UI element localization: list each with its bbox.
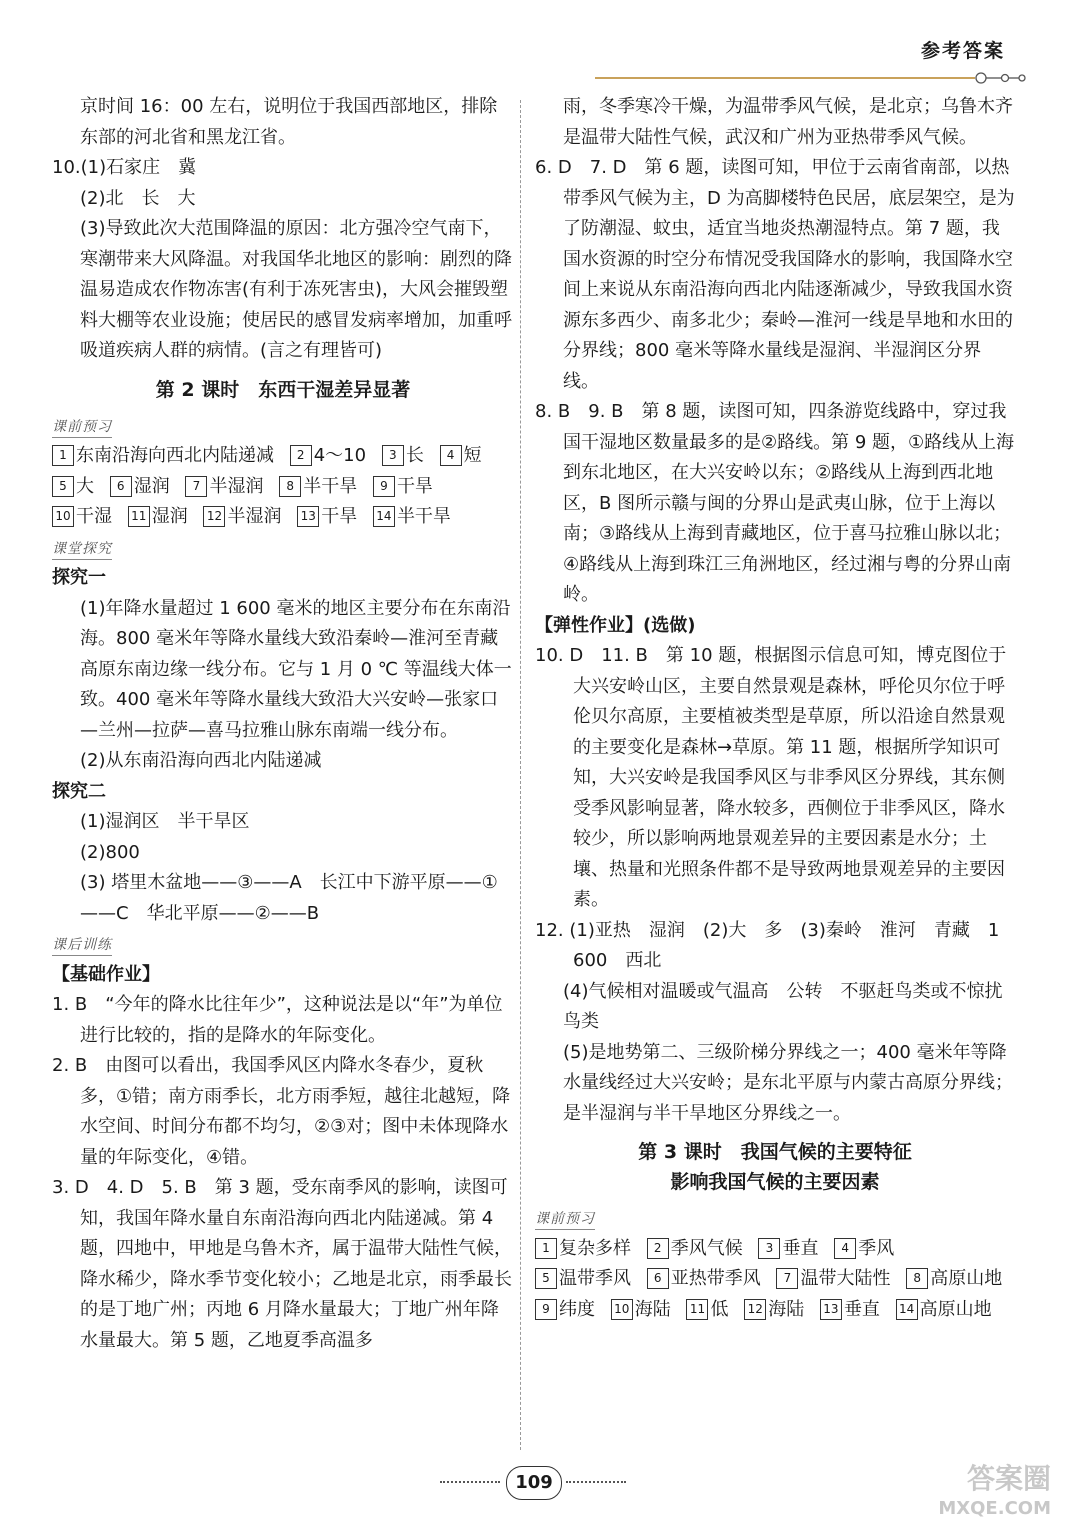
pre-answer-item (535, 1238, 631, 1259)
answer-2: 2. B 由图可以看出，我国季风区内降水冬春少，夏秋多，①错；南方雨季长，北方雨季短，越往北越短，降水空间、时间分布都不均匀，②③对；图中未体现降水量的年际变化，④错。 (52, 1055, 511, 1168)
answer-10-3: (3)导致此次大范围降温的原因：北方强冷空气南下，寒潮带来大风降温。对我国华北地区的影响：剧烈的降温易造成农作物冻害(有利于冻死害虫)，大风会摧毁塑料大棚等农业设施；使居民的感冒发病率增加，加重呼吸道疾病人群的病情。(言之有理皆可) (80, 218, 512, 361)
answer-number-box: 11 (686, 1299, 708, 1320)
explore-1-heading: 探究一 (52, 567, 106, 588)
answer-text: 海陆 (634, 1298, 671, 1320)
pre-answer-item (535, 1299, 595, 1320)
answer-number-box: 14 (373, 506, 395, 527)
answer-text: 纬度 (559, 1298, 595, 1320)
answer-10-2: (2)北 长 大 (80, 187, 196, 209)
answer-1: 1. B “今年的降水比往年少”，这种说法是以“年”为单位进行比较的，指的是降水的年际变化。 (52, 994, 503, 1046)
answer-text: 低 (710, 1298, 729, 1320)
watermark-logo-text: 答案圈 (966, 1462, 1051, 1495)
answer-12-1-3: 12. (1)亚热 湿润 (2)大 多 (3)秦岭 淮河 青藏 1 600 西北 (535, 919, 1000, 971)
tag-pre-class: 课前预习 (52, 417, 112, 438)
answer-number-box: 1 (52, 445, 74, 466)
left-column (52, 92, 514, 1356)
answer-continuation-line2: 东部的河北省和黑龙江省。 (80, 126, 296, 148)
tag-after-class: 课后训练 (52, 935, 112, 956)
tag-in-class: 课堂探究 (52, 539, 112, 560)
answer-text: 东南沿海向西北内陆递减 (76, 445, 274, 466)
answer-text: 4～10 (313, 445, 367, 466)
watermark-url: MXQE.COM (938, 1498, 1051, 1519)
answer-6-7: 6. D 7. D 第 6 题，读图可知，甲位于云南省南部，以热带季风气候为主，D 为高脚楼特色民居，底层架空，是为了防潮湿、蚊虫，适宜当地炎热潮湿特点。第 7 题，我国水资源的时空分布情况受我国降水的影响，我国降水空间上来说从东南沿海向西北内陆逐渐减少，导致我国水资源东多西少、南多北少；秦岭—淮河一线是旱地和水田的分界线；800 毫米等降水量线是湿润、半湿润区分界线。 (535, 157, 1015, 392)
watermark (938, 1464, 1051, 1524)
tag-pre-class-right: 课前预习 (535, 1209, 595, 1230)
answer-number-box: 12 (744, 1299, 766, 1320)
pre-answer-item (279, 476, 357, 497)
pre-answer-item (896, 1299, 992, 1320)
pre-answer-item (110, 476, 170, 497)
pre-answer-item (297, 506, 357, 527)
answer-text: 温带大陆性 (800, 1268, 891, 1289)
section-subtitle-lesson3: 影响我国气候的主要因素 (670, 1171, 880, 1193)
answer-text: 干旱 (396, 475, 433, 497)
section-title-lesson3: 第 3 课时 我国气候的主要特征 (638, 1141, 912, 1163)
pre-answer-item (535, 1268, 631, 1289)
pre-answer-item (373, 476, 433, 497)
pre-answer-item (647, 1238, 743, 1259)
pre-answer-item (290, 445, 366, 466)
answer-number-box: 6 (110, 476, 132, 497)
answer-text: 季风 (858, 1237, 895, 1259)
page-number-dots-left (440, 1481, 500, 1483)
pre-answer-item (128, 506, 188, 527)
explore-1-answer-2: (2)从东南沿海向西北内陆递减 (80, 750, 322, 771)
pre-answer-item (52, 445, 274, 466)
answer-text: 温带季风 (559, 1268, 631, 1289)
answer-text: 长 (405, 445, 424, 466)
answer-number-box: 12 (203, 506, 225, 527)
answer-number-box: 7 (185, 476, 207, 497)
page-number-area (440, 1462, 630, 1502)
header-decoration (595, 72, 1027, 84)
pre-answer-item (647, 1268, 761, 1289)
pre-answer-item (686, 1299, 728, 1320)
answer-10-1: 10.(1)石家庄 冀 (52, 157, 197, 178)
answer-number-box: 7 (776, 1268, 798, 1289)
pre-answer-item (203, 506, 281, 527)
pre-class-answers (52, 441, 514, 533)
answer-number-box: 9 (535, 1299, 557, 1320)
answer-number-box: 10 (611, 1299, 633, 1320)
answer-number-box: 5 (535, 1268, 557, 1289)
answer-text: 大 (76, 475, 94, 497)
answer-text: 高原山地 (919, 1298, 992, 1320)
pre-class-answers-right (535, 1234, 1015, 1326)
explore-2-answer-2: (2)800 (80, 841, 140, 863)
pre-answer-item (776, 1268, 890, 1289)
pre-answer-item (906, 1268, 1002, 1289)
answer-number-box: 13 (820, 1299, 842, 1320)
pre-answer-item (52, 506, 112, 527)
pre-answer-item (185, 476, 263, 497)
answer-text: 半干旱 (396, 506, 451, 527)
header-title: 参考答案 (920, 40, 1005, 62)
pre-answer-item (744, 1299, 804, 1320)
answer-number-box: 2 (290, 445, 312, 466)
page-number-dots-right (566, 1481, 626, 1483)
page-number: 109 (506, 1466, 562, 1500)
answer-number-box: 6 (647, 1268, 669, 1289)
explore-2-answer-3: (3) 塔里木盆地——③——A 长江中下游平原——①——C 华北平原——②——B (80, 872, 498, 924)
section-title-lesson2: 第 2 课时 东西干湿差异显著 (155, 378, 411, 401)
answer-text: 半干旱 (303, 475, 358, 497)
answer-text: 海陆 (768, 1298, 805, 1320)
right-column (535, 92, 1015, 1325)
answer-text: 湿润 (151, 506, 188, 527)
pre-answer-item (820, 1299, 880, 1320)
pre-answer-item (440, 445, 482, 466)
answer-text: 垂直 (843, 1298, 880, 1320)
answer-number-box: 10 (52, 506, 74, 527)
answer-text: 季风气候 (670, 1237, 743, 1259)
answer-text: 高原山地 (930, 1268, 1003, 1289)
answer-text: 亚热带季风 (670, 1268, 761, 1289)
answer-text: 半湿润 (227, 506, 282, 527)
answer-number-box: 2 (647, 1238, 669, 1259)
pre-answer-item (382, 445, 424, 466)
explore-1-answer-1: (1)年降水量超过 1 600 毫米的地区主要分布在东南沿海。800 毫米年等降水量线大致沿秦岭—淮河至青藏高原东南边缘一线分布。它与 1 月 0 ℃ 等温线大体一致。400 毫米年等降水量线大致沿大兴安岭—张家口—兰州—拉萨—喜马拉雅山脉东南端一线分布。 (80, 597, 512, 741)
answer-10-11: 10. D 11. B 第 10 题，根据图示信息可知，博克图位于大兴安岭山区，主要自然景观是森林，呼伦贝尔位于呼伦贝尔高原，主要植被类型是草原，所以沿途自然景观的主要变化是森林→草原。第 11 题，根据所学知识可知，大兴安岭是我国季风区与非季风区分界线，其东侧受季风影响显著，降水较多，西侧位于非季风区，降水较少，所以影响两地景观差异的主要因素是水分；土壤、热量和光照条件都不是导致两地景观差异的主要因素。 (535, 645, 1007, 910)
answer-8-9: 8. B 9. B 第 8 题，读图可知，四条游览线路中，穿过我国干湿地区数量最多的是②路线。第 9 题，①路线从上海到东北地区，在大兴安岭以东；②路线从上海到西北地区，B 图所示赣与闽的分界山是武夷山脉，位于上海以南；③路线从上海到青藏地区，位于喜马拉雅山脉以北；④路线从上海到珠江三角洲地区，经过湘与粤的分界山南岭。 (535, 401, 1015, 605)
answer-number-box: 8 (906, 1268, 928, 1289)
elastic-homework-heading: 【弹性作业】(选做) (535, 614, 696, 636)
answer-number-box: 14 (896, 1299, 918, 1320)
answer-number-box: 11 (128, 506, 150, 527)
answer-text: 半湿润 (209, 475, 264, 497)
answer-number-box: 13 (297, 506, 319, 527)
column-divider (520, 100, 521, 1450)
answer-continuation-line1: 京时间 16：00 左右，说明位于我国西部地区，排除 (80, 96, 498, 117)
answer-number-box: 3 (382, 445, 404, 466)
answer-12-4: (4)气候相对温暖或气温高 公转 不驱赶鸟类或不惊扰鸟类 (563, 980, 1003, 1032)
answer-12-5: (5)是地势第二、三级阶梯分界线之一；400 毫米年等降水量线经过大兴安岭；是东北平原与内蒙古高原分界线；是半湿润与半干旱地区分界线之一。 (563, 1041, 1013, 1124)
answer-number-box: 4 (440, 445, 462, 466)
pre-answer-item (373, 506, 451, 527)
answer-number-box: 3 (758, 1238, 780, 1259)
explore-2-answer-1: (1)湿润区 半干旱区 (80, 811, 250, 832)
pre-answer-item (834, 1238, 894, 1259)
explore-2-heading: 探究二 (52, 780, 106, 802)
answer-text: 垂直 (782, 1237, 819, 1259)
answer-number-box: 8 (279, 476, 301, 497)
page-header (921, 36, 1005, 63)
basic-homework-heading: 【基础作业】 (52, 963, 160, 985)
answer-number-box: 5 (52, 476, 74, 497)
answer-3-5: 3. D 4. D 5. B 第 3 题，受东南季风的影响，读图可知，我国年降水量自东南沿海向西北内陆递减。第 4 题，四地中，甲地是乌鲁木齐，属于温带大陆性气候，降水稀少，降水季节变化较小；乙地是北京，雨季最长的是丁地广州；丙地 6 月降水量最大；丁地广州年降水量最大。第 5 题，乙地夏季高温多 (52, 1177, 512, 1351)
answer-number-box: 1 (535, 1238, 557, 1259)
pre-answer-item (611, 1299, 671, 1320)
answer-5-continuation: 雨，冬季寒冷干燥，为温带季风气候，是北京；乌鲁木齐是温带大陆性气候，武汉和广州为亚热带季风气候。 (563, 96, 1013, 148)
answer-number-box: 4 (834, 1238, 856, 1259)
answer-number-box: 9 (373, 476, 395, 497)
pre-answer-item (52, 476, 94, 497)
pre-answer-item (758, 1238, 818, 1259)
answer-text: 复杂多样 (559, 1237, 631, 1259)
answer-text: 湿润 (133, 475, 170, 497)
answer-text: 干旱 (321, 506, 358, 527)
answer-text: 干湿 (76, 506, 112, 527)
answer-text: 短 (463, 445, 482, 466)
